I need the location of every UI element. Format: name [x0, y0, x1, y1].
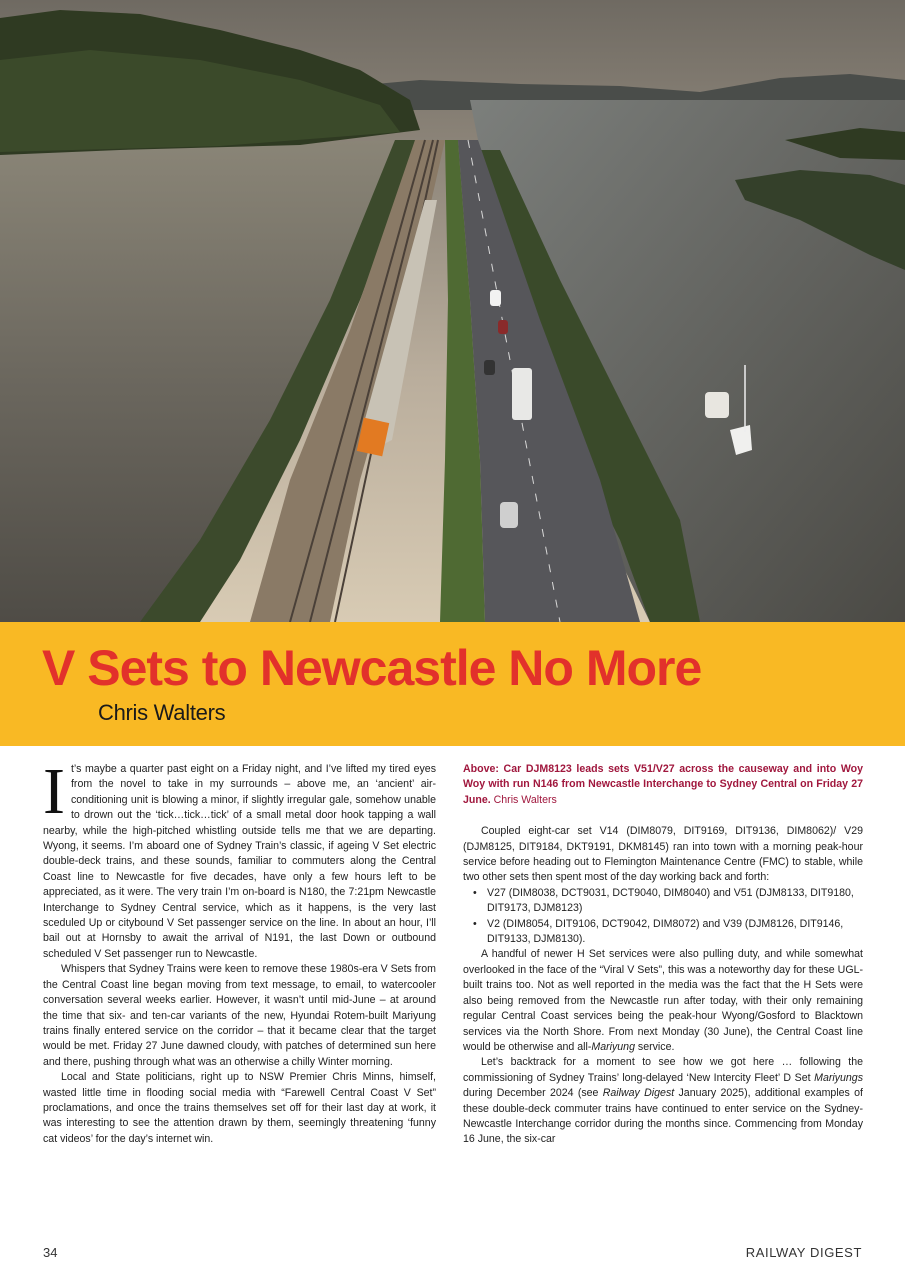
paragraph-5: A handful of newer H Set services were also pulling duty, and while somewhat overlooked in the face of the “Viral V Sets”, this was a noteworthy day for these UGL-built trains too. Not as well reported in the media was the fact that the H Sets were also being removed from the Newcastle run after today, with their only remaining regular Central Coast services being the peak-hour Wyong/Gosford to Blacktown services via the North Shore. From next Monday (30 June), the Central Coast line would be otherwise and all-Mariyung service.	[463, 948, 863, 1053]
paragraph-3: Local and State politicians, right up to NSW Premier Chris Minns, himself, wasted little time in flooding social media with “Farewell Central Coast V Set” proclamations, and once the trains themselves set off for their last day at work, it was interesting to see the attention drawn by them, seemingly threatening ‘funny cat videos’ for the day’s internet win.	[43, 1071, 436, 1145]
paragraph-4: Coupled eight-car set V14 (DIM8079, DIT9169, DIT9136, DIM8062)/ V29 (DJM8125, DIT9184, DKT9191, DKM8145) ran into town with a morning peak-hour service before heading out to Flemington Maintenance Centre (FMC) to stable, while two other sets then spent most of the day working back and forth:	[463, 825, 863, 884]
set-list-item: • V27 (DIM8038, DCT9031, DCT9040, DIM8040) and V51 (DJM8133, DIT9180, DIT9173, DJM8123)	[479, 886, 863, 917]
caption-text: Car DJM8123 leads sets V51/V27 across the causeway and into Woy Woy with run N146 from Newcastle Interchange to Sydney Central on Friday 27 June.	[463, 763, 863, 806]
title-banner	[0, 622, 905, 746]
right-column	[463, 762, 863, 1148]
paragraph-1: It’s maybe a quarter past eight on a Friday night, and I’ve lifted my tired eyes from the novel to take in my surrounds – above me, an ‘ancient’ air-conditioning unit is blowing a minor, if slightly irregular gale, somehow unable to drown out the ‘tick…tick…tick’ of a small metal door hook tapping a wall nearby, while the high-pitched whistling outside tells me that we are departing. Wyong, it seems. I’m aboard one of Sydney Train’s classic, if ageing V Set electric double-deck trains, and these sounds, familiar to commuters along the Central Coast line to Newcastle for five decades, have only a few hours left to be appreciated, as it were. The very train I’m on-board is N180, the 7:21pm Newcastle Interchange to Sydney Central service, which as it happens, is the very last sceduled Up or citybound V Set passenger service on the line. In about an hour, I’ll bail out at Hornsby to await the arrival of N191, the last Down or outbound scheduled V Set passenger run to Newcastle.	[43, 755, 436, 960]
set-list	[463, 886, 863, 948]
aerial-causeway-photo-icon	[0, 0, 905, 622]
dropcap: I	[43, 755, 65, 828]
magazine-name: RAILWAY DIGEST	[745, 1245, 862, 1260]
left-column	[43, 755, 436, 1147]
paragraph-6: Let’s backtrack for a moment to see how we got here … following the commissioning of Sydney Trains’ long-delayed ‘New Intercity Fleet’ D Set Mariyungs during December 2024 (see Railway Digest January 2025), additional examples of these double-deck commuter trains have continued to enter service on the Sydney-Newcastle Interchange corridor during the months since. Commencing from Monday 16 June, the six-car	[463, 1056, 864, 1146]
caption-label: Above:	[463, 763, 499, 775]
article-title: V Sets to Newcastle No More	[42, 640, 702, 696]
page-number: 34	[43, 1245, 58, 1260]
causeway-photo	[0, 0, 905, 622]
caption-credit: Chris Walters	[493, 793, 557, 806]
photo-caption	[463, 762, 863, 808]
paragraph-2: Whispers that Sydney Trains were keen to remove these 1980s-era V Sets from the Central Coast line began moving from text message, to email, to watercooler conversation several weeks earlier. However, it wasn’t until mid-June – at around the time that six- and ten-car variants of the new, Hyundai Rotem-built Mariyung trains finally entered service on the corridor – that it became clear that the target would be met. Friday 27 June dawned cloudy, with patches of determined sun here and there, pushing through what was an otherwise a chilly Winter morning.	[43, 963, 436, 1068]
set-list-item: • V2 (DIM8054, DIT9106, DCT9042, DIM8072) and V39 (DJM8126, DIT9146, DIT9133, DJM8130).	[479, 917, 863, 948]
article-author: Chris Walters	[98, 700, 226, 725]
